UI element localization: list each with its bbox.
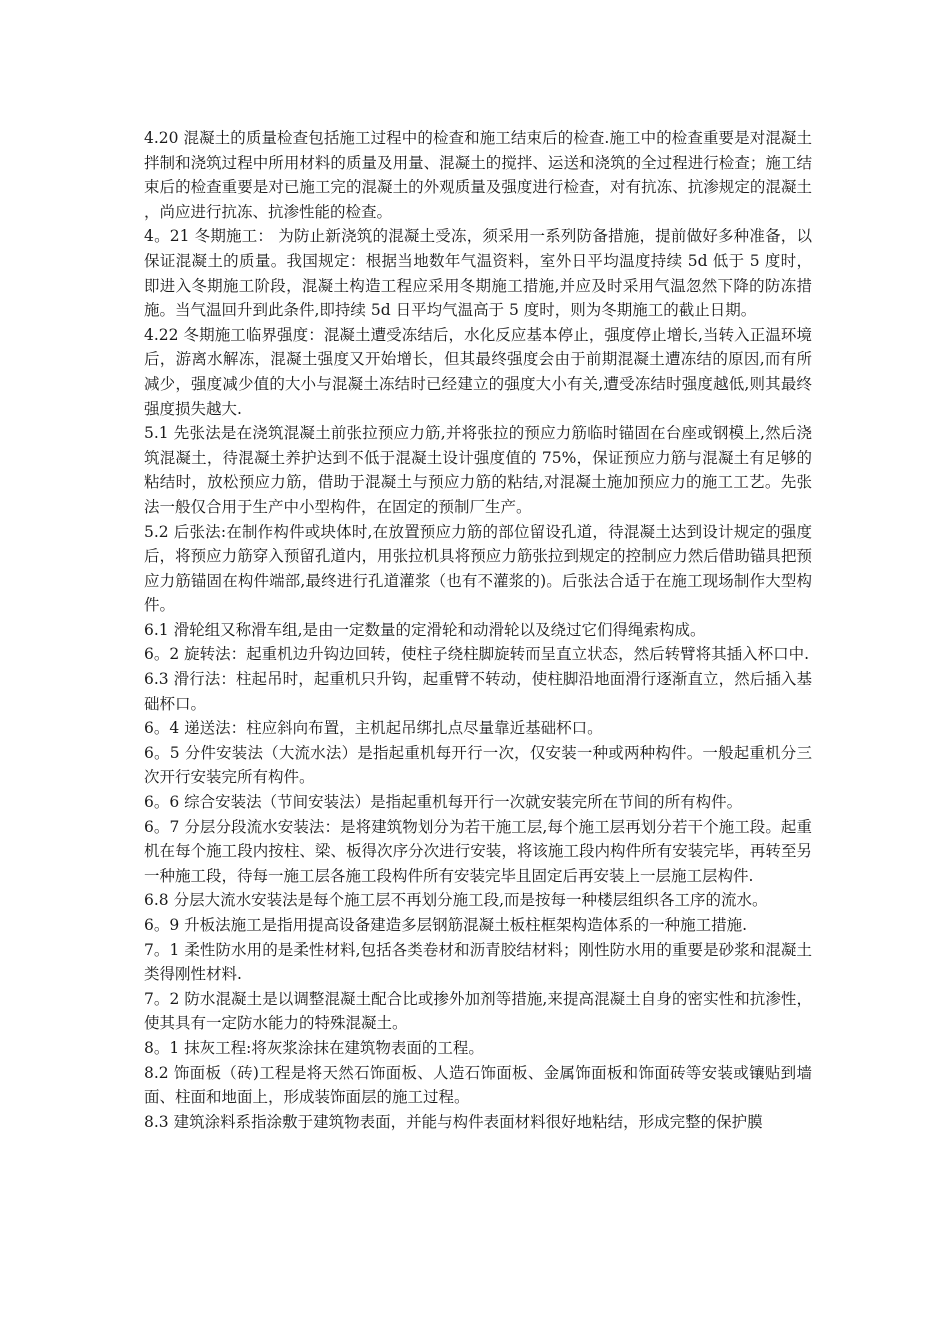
paragraph-6-1: 6.1 滑轮组又称滑车组,是由一定数量的定滑轮和动滑轮以及绕过它们得绳索构成。 (144, 620, 706, 639)
paragraph-7-2: 7。2 防水混凝土是以调整混凝土配合比或掺外加剂等措施,来提高混凝土自身的密实性和抗渗性，使其具有一定防水能力的特殊混凝土。 (144, 989, 812, 1033)
paragraph-5-1: 5.1 先张法是在浇筑混凝土前张拉预应力筋,并将张拉的预应力筋临时锚固在台座或钢模上,然后浇筑混凝土，待混凝土养护达到不低于混凝土设计强度值的 75%，保证预应力筋与混凝土有足够的粘结时，放松预应力筋，借助于混凝土与预应力筋的粘结,对混凝土施加预应力的施工工艺。先张法一般仅合用于生产中小型构件，在固定的预制厂生产。 (144, 424, 812, 516)
paragraph-8-2: 8.2 饰面板（砖)工程是将天然石饰面板、人造石饰面板、金属饰面板和饰面砖等安装或镶贴到墙面、柱面和地面上，形成装饰面层的施工过程。 (144, 1063, 812, 1107)
paragraph-4-22: 4.22 冬期施工临界强度：混凝土遭受冻结后，水化反应基本停止，强度停止增长,当转入正温环境后，游离水解冻，混凝土强度又开始增长，但其最终强度会由于前期混凝土遭冻结的原因,而有所减少，强度减少值的大小与混凝土冻结时已经建立的强度大小有关,遭受冻结时强度越低,则其最终强度损失越大. (144, 325, 812, 418)
paragraph-6-7: 6。7 分层分段流水安装法：是将建筑物划分为若干施工层,每个施工层再划分若干个施工段。起重机在每个施工段内按柱、梁、板得次序分次进行安装，将该施工段内构件所有安装完毕，再转至另一种施工段，待每一施工层各施工段构件所有安装完毕且固定后再安装上一层施工层构件. (144, 817, 812, 885)
paragraph-6-8: 6.8 分层大流水安装法是每个施工层不再划分施工段,而是按每一种楼层组织各工序的流水。 (144, 891, 768, 910)
paragraph-6-5: 6。5 分件安装法（大流水法）是指起重机每开行一次，仅安装一种或两种构件。一般起重机分三次开行安装完所有构件。 (144, 743, 812, 787)
paragraph-7-1: 7。1 柔性防水用的是柔性材料,包括各类卷材和沥青胶结材料；刚性防水用的重要是砂浆和混凝土类得刚性材料. (144, 940, 812, 984)
paragraph-6-9: 6。9 升板法施工是指用提高设备建造多层钢筋混凝土板柱框架构造体系的一种施工措施. (144, 916, 748, 934)
paragraph-6-4: 6。4 递送法：柱应斜向布置，主机起吊绑扎点尽量靠近基础杯口。 (144, 719, 603, 738)
paragraph-5-2: 5.2 后张法:在制作构件或块体时,在放置预应力筋的部位留设孔道，待混凝土达到设计规定的强度后，将预应力筋穿入预留孔道内，用张拉机具将预应力筋张拉到规定的控制应力然后借助锚具把预应力筋锚固在构件端部,最终进行孔道灌浆（也有不灌浆的)。后张法合适于在施工现场制作大型构件。 (144, 522, 812, 615)
paragraph-6-6: 6。6 综合安装法（节间安装法）是指起重机每开行一次就安装完所在节间的所有构件。 (144, 793, 743, 812)
paragraph-4-21: 4。21 冬期施工： 为防止新浇筑的混凝土受冻，须采用一系列防备措施，提前做好多种准备，以保证混凝土的质量。我国规定：根据当地数年气温资料，室外日平均温度持续 5d 低于 5 度时，即进入冬期施工阶段，混凝土构造工程应采用冬期施工措施,并应及时采用气温忽然下降的防冻措施。当气温回升到此条件,即持续 5d 日平均气温高于 5 度时，则为冬期施工的截止日期。 (144, 227, 812, 320)
document-body (144, 126, 812, 1134)
paragraph-6-3: 6.3 滑行法：柱起吊时，起重机只升钩，起重臂不转动，使柱脚沿地面滑行逐渐直立，然后插入基础杯口。 (144, 670, 812, 713)
paragraph-4-20: 4.20 混凝土的质量检查包括施工过程中的检查和施工结束后的检查.施工中的检查重要是对混凝土拌制和浇筑过程中所用材料的质量及用量、混凝土的搅拌、运送和浇筑的全过程进行检查；施工结束后的检查重要是对已施工完的混凝土的外观质量及强度进行检查，对有抗冻、抗渗规定的混凝土，尚应进行抗冻、抗渗性能的检查。 (144, 129, 812, 221)
paragraph-6-2: 6。2 旋转法：起重机边升钩边回转，使柱子绕柱脚旋转而呈直立状态，然后转臂将其插入杯口中. (144, 645, 810, 664)
paragraph-8-1: 8。1 抹灰工程:将灰浆涂抹在建筑物表面的工程。 (144, 1038, 484, 1057)
paragraph-8-3: 8.3 建筑涂料系指涂敷于建筑物表面，并能与构件表面材料很好地粘结，形成完整的保护膜 (144, 1112, 763, 1131)
